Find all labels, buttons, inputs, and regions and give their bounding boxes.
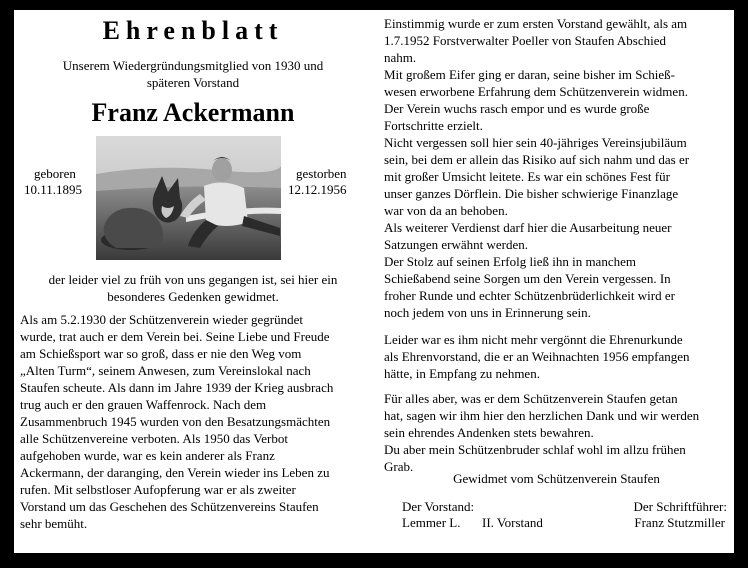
text-line: Ackermann, der daranging, den Verein wieder ins Leben zu [20, 465, 330, 480]
board-role: II. Vorstand [482, 515, 543, 530]
intro-line: späteren Vorstand [146, 75, 240, 90]
text-line: alle Schützenvereine verboten. Als 1950 das Verbot [20, 431, 288, 446]
text-line: 1.7.1952 Forstverwalter Poeller von Staufen Abschied [384, 33, 666, 48]
text-line: wurde, trat auch er dem Verein bei. Seine Liebe und Freude [20, 329, 330, 344]
thanks-paragraph [384, 390, 729, 475]
text-line: Nicht vergessen soll hier sein 40-jähriges Vereinsjubiläum [384, 135, 687, 150]
text-line: Fortschritte erzielt. [384, 118, 483, 133]
text-line: Mit großem Eifer ging er daran, seine bisher im Schieß- [384, 67, 675, 82]
memorial-text [20, 271, 366, 305]
text-line: Vorstand um das Geschehen des Schützenvereins Staufen [20, 499, 319, 514]
text-line: Zusammenbruch 1945 wurden von den Besatzungsmächten [20, 414, 331, 429]
text-line: noch jedem von uns in Erinnerung sein. [384, 305, 591, 320]
text-line: als Ehrenvorstand, die er an Weihnachten 1956 empfangen [384, 349, 690, 364]
text-line: Der Verein wuchs rasch empor und es wurde große [384, 101, 650, 116]
memorial-sheet [14, 10, 734, 553]
memorial-line: besonderes Gedenken gewidmet. [107, 289, 279, 304]
text-line: Für alles aber, was er dem Schützenverein Staufen getan [384, 391, 678, 406]
text-line: Satzungen erwähnt werden. [384, 237, 529, 252]
text-line: Grab. [384, 459, 414, 474]
intro-text [20, 57, 366, 91]
text-line: nahm. [384, 50, 417, 65]
text-line: am Schießsport war so groß, dass er nie den Weg vom [20, 346, 302, 361]
text-line: sehr bemüht. [20, 516, 88, 531]
text-line: wesen erworbene Erfahrung dem Schützenverein widmen. [384, 84, 688, 99]
biography-paragraph [20, 311, 366, 532]
died-label: gestorben [296, 166, 347, 181]
board-title: Der Vorstand: [402, 499, 475, 514]
text-line: „Alten Turm“, seinem Anwesen, zum Vereinslokal nach [20, 363, 311, 378]
intro-line: Unserem Wiedergründungsmitglied von 1930 und [62, 58, 324, 73]
text-line: Als am 5.2.1930 der Schützenverein wieder gegründet [20, 312, 304, 327]
portrait-photo [96, 136, 281, 260]
text-line: war von da an behoben. [384, 203, 508, 218]
text-line: aufgehoben wurde, war es kein anderer als Franz [20, 448, 275, 463]
honoree-name: Franz Ackermann [91, 98, 295, 127]
text-line: Du aber mein Schützenbruder schlaf wohl im allzu frühen [384, 442, 686, 457]
tribute-paragraph [384, 15, 729, 321]
died-date: 12.12.1956 [288, 182, 347, 197]
born-label: geboren [34, 166, 76, 181]
text-line: Staufen scheute. Als dann im Jahre 1939 der Krieg ausbrach [20, 380, 334, 395]
text-line: sein, bei dem er allein das Risiko auf sich nahm und das er [384, 152, 690, 167]
text-line: rufen. Mit selbstloser Aufopferung war er als zweiter [20, 482, 296, 497]
dedication-line: Gewidmet vom Schützenverein Staufen [453, 471, 660, 486]
board-name: Lemmer L. [402, 515, 461, 530]
text-line: hat, sagen wir ihm hier den herzlichen Dank und wir werden [384, 408, 700, 423]
text-line: hätte, in Empfang zu nehmen. [384, 366, 540, 381]
text-line: Schießabend seine Sorgen um den Verein vergessen. In [384, 271, 671, 286]
text-line: mit großer Umsicht leitete. Es war ein schönes Fest für [384, 169, 670, 184]
secretary-name: Franz Stutzmiller [634, 515, 725, 530]
memorial-line: der leider viel zu früh von uns gegangen ist, sei hier ein [48, 272, 338, 287]
text-line: Als weiterer Verdienst darf hier die Ausarbeitung neuer [384, 220, 672, 235]
born-date: 10.11.1895 [24, 182, 83, 197]
text-line: Der Stolz auf seinen Erfolg ließ ihn in manchem [384, 254, 636, 269]
secretary-title: Der Schriftführer: [633, 499, 727, 514]
page-title: Ehrenblatt [102, 16, 284, 45]
text-line: trug auch er den grauen Waffenrock. Nach dem [20, 397, 267, 412]
honorary-paragraph [384, 331, 729, 382]
text-line: sein ehrendes Andenken stets bewahren. [384, 425, 594, 440]
text-line: Einstimmig wurde er zum ersten Vorstand gewählt, als am [384, 16, 688, 31]
text-line: Leider war es ihm nicht mehr vergönnt die Ehrenurkunde [384, 332, 683, 347]
text-line: froher Runde und echter Schützenbrüderlichkeit wird er [384, 288, 675, 303]
text-line: unser ganzes Dörflein. Die bisher schwierige Finanzlage [384, 186, 679, 201]
